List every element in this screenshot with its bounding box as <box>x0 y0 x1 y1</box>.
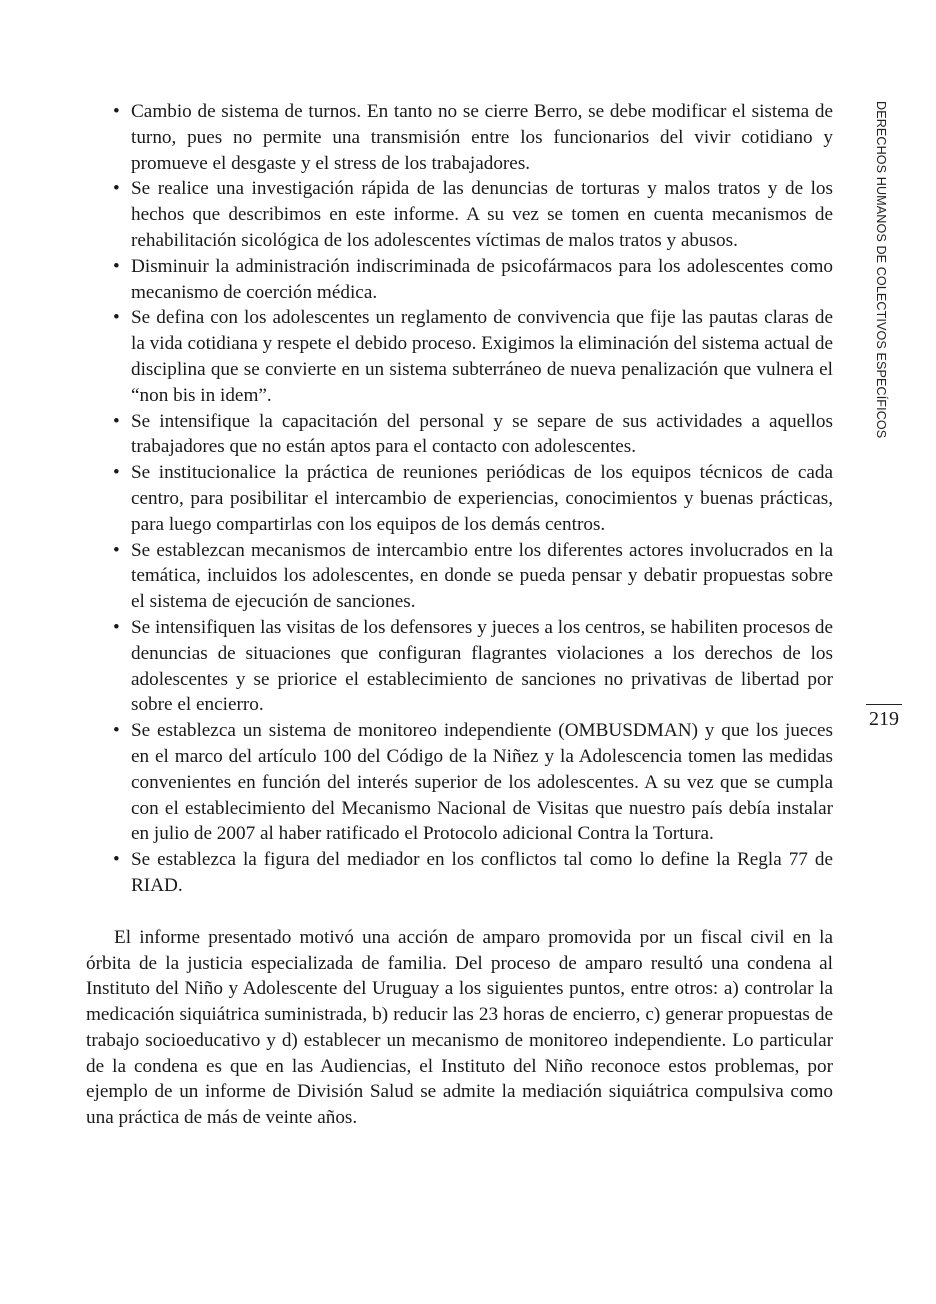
bullet-icon: • <box>113 462 120 484</box>
list-item-text: Se realice una investigación rápida de las denuncias de torturas y malos tratos y de los hechos que describimos en este informe. A su vez se tomen en cuenta mecanismos de rehabilitación sicológica de los adolescentes víctimas de malos tratos y abusos. <box>131 178 833 251</box>
list-item-text: Cambio de sistema de turnos. En tanto no se cierre Berro, se debe modificar el sistema de turno, pues no permite una transmisión entre los funcionarios del vivir cotidiano y promueve el desgaste y el stress de los trabajadores. <box>131 101 833 174</box>
list-item <box>86 847 833 899</box>
running-head: DERECHOS HUMANOS DE COLECTIVOS ESPECÍFICOS <box>874 101 888 439</box>
list-item-text: Disminuir la administración indiscriminada de psicofármacos para los adolescentes como mecanismo de coerción médica. <box>131 255 833 303</box>
bullet-icon: • <box>113 178 120 200</box>
list-item-text: Se defina con los adolescentes un reglamento de convivencia que fije las pautas claras de la vida cotidiana y respete el debido proceso. Exigimos la eliminación del sistema actual de disciplina que se convierte en un sistema subterráneo de nueva penalización que vulnera el “non bis in idem”. <box>131 307 833 406</box>
list-item-text: Se establezca la figura del mediador en los conflictos tal como lo define la Regla 77 de RIAD. <box>131 849 833 896</box>
bullet-icon: • <box>113 101 120 122</box>
list-item <box>86 460 833 537</box>
page-body <box>86 99 833 1131</box>
list-item-text: Se intensifique la capacitación del personal y se separe de sus actividades a aquellos trabajadores que no están aptos para el contacto con adolescentes. <box>131 410 833 458</box>
folio-rule <box>866 704 902 705</box>
bullet-icon: • <box>113 849 120 871</box>
body-paragraph: El informe presentado motivó una acción de amparo promovida por un fiscal civil en la órbita de la justicia especializada de familia. Del proceso de amparo resultó una condena al Instituto del Niño y Adolescente del Uruguay a los siguientes puntos, entre otros: a) controlar la medicación siquiátrica suministrada, b) reducir las 23 horas de encierro, c) generar propuestas de trabajo socioeducativo y d) establecer un mecanismo de monitoreo independiente. Lo particular de la condena es que en las Audiencias, el Instituto del Niño reconoce estos problemas, por ejemplo de un informe de División Salud se admite la mediación siquiátrica compulsiva como una práctica de más de veinte años. <box>86 926 833 1129</box>
list-item <box>86 305 833 408</box>
page-number: 219 <box>869 708 899 730</box>
bullet-icon: • <box>113 720 120 742</box>
bullet-icon: • <box>113 307 120 329</box>
list-item <box>86 99 833 176</box>
list-item-text: Se establezcan mecanismos de intercambio entre los diferentes actores involucrados en la temática, incluidos los adolescentes, en donde se pueda pensar y debatir propuestas sobre el sistema de ejecución de sanciones. <box>131 539 833 613</box>
bullet-icon: • <box>113 255 120 277</box>
list-item-text: Se institucionalice la práctica de reuniones periódicas de los equipos técnicos de cada centro, para posibilitar el intercambio de experiencias, conocimientos y buenas prácticas, para luego compartirlas con los equipos de los demás centros. <box>131 462 833 535</box>
list-item-text: Se intensifiquen las visitas de los defensores y jueces a los centros, se habiliten procesos de denuncias de situaciones que configuran flagrantes violaciones a los derechos de los adolescentes y se priorice el establecimiento de sanciones no privativas de libertad por sobre el encierro. <box>131 616 833 716</box>
list-item-text: Se establezca un sistema de monitoreo independiente (OMBUSDMAN) y que los jueces en el marco del artículo 100 del Código de la Niñez y la Adolescencia tomen las medidas convenientes en función del interés superior de los adolescentes. A su vez que se cumpla con el establecimiento del Mecanismo Nacional de Visitas que nuestro país debía instalar en julio de 2007 al haber ratificado el Protocolo adicional Contra la Tortura. <box>131 720 833 845</box>
bullet-icon: • <box>113 539 120 561</box>
bullet-icon: • <box>113 410 120 432</box>
recommendations-list <box>86 99 833 899</box>
bullet-icon: • <box>113 616 120 638</box>
list-item <box>86 254 833 306</box>
list-item <box>86 718 833 847</box>
list-item <box>86 409 833 461</box>
list-item <box>86 615 833 718</box>
list-item <box>86 538 833 615</box>
list-item <box>86 176 833 253</box>
